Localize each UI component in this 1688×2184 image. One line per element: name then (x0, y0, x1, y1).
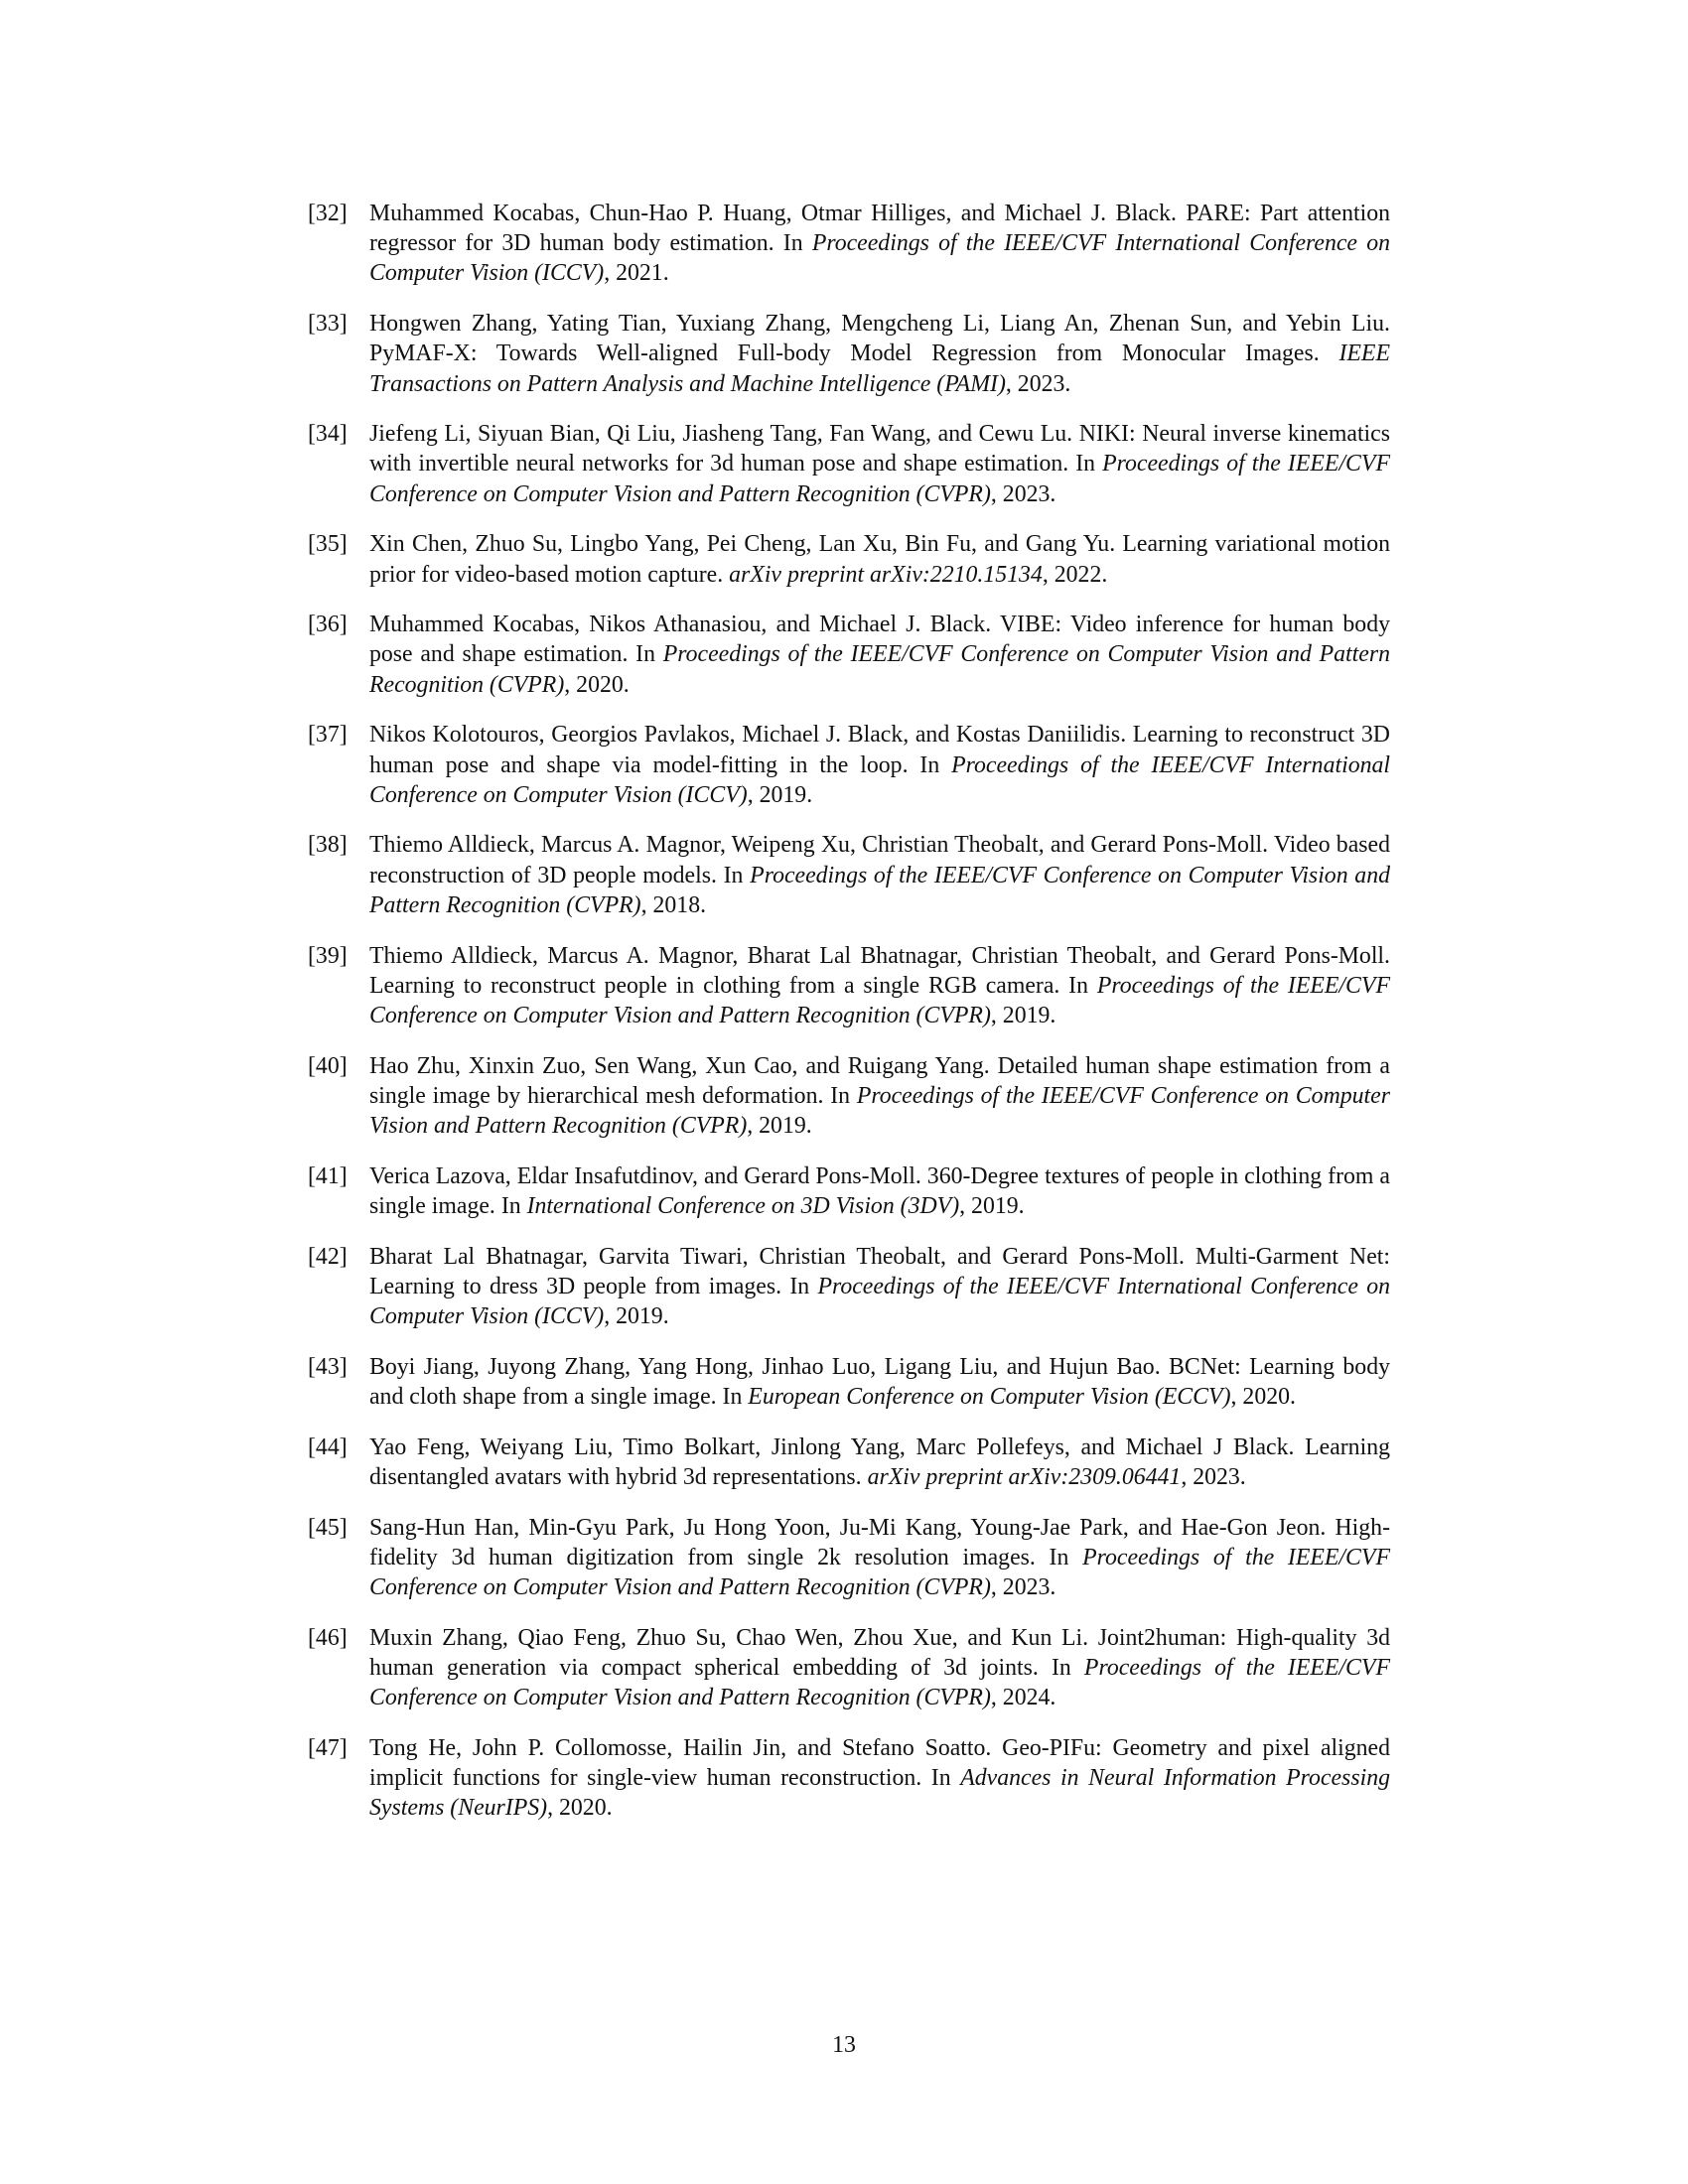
reference-number: [33] (308, 311, 348, 338)
reference-venue: European Conference on Computer Vision (ECCV) (748, 1384, 1231, 1410)
reference-venue: arXiv preprint arXiv:2309.06441 (867, 1463, 1182, 1490)
reference-year: , 2019. (604, 1303, 669, 1330)
reference-authors-title: Thiemo Alldieck, Marcus A. Magnor, Weipeng Xu, Christian Theobalt, and Gerard Pons-Moll. Video based reconstruction of 3D people models. In (369, 832, 1390, 888)
reference-year: , 2023. (1005, 370, 1071, 397)
reference-entry (308, 941, 1390, 1031)
reference-number: [36] (308, 612, 348, 638)
reference-entry (308, 1433, 1390, 1492)
reference-number: [46] (308, 1624, 348, 1651)
reference-year: , 2022. (1042, 561, 1108, 588)
reference-year: , 2023. (1181, 1463, 1246, 1490)
reference-authors-title: Muhammed Kocabas, Nikos Athanasiou, and Michael J. Black. VIBE: Video inference for human body pose and shape estimation. In (369, 612, 1390, 668)
reference-venue: Advances in Neural Information Processing Systems (NeurIPS) (369, 1765, 1390, 1822)
reference-authors-title: Yao Feng, Weiyang Liu, Timo Bolkart, Jinlong Yang, Marc Pollefeys, and Michael J Black. Learning disentangled avatars with hybrid 3d representations. (369, 1433, 1390, 1490)
reference-entry (308, 1623, 1390, 1713)
reference-number: [45] (308, 1514, 348, 1541)
reference-text (369, 311, 1390, 396)
reference-text (369, 421, 1390, 506)
reference-authors-title: Muhammed Kocabas, Chun-Hao P. Huang, Otmar Hilliges, and Michael J. Black. PARE: Part attention regressor for 3D human body estimation. In (369, 201, 1390, 257)
reference-text (369, 722, 1390, 807)
reference-authors-title: Thiemo Alldieck, Marcus A. Magnor, Bharat Lal Bhatnagar, Christian Theobalt, and Gerard Pons-Moll. Learning to reconstruct people in clothing from a single RGB camera. In (369, 942, 1390, 999)
reference-text (369, 201, 1390, 286)
reference-text (369, 1434, 1390, 1490)
reference-text (369, 1163, 1390, 1219)
reference-text (369, 1354, 1390, 1410)
reference-venue: Proceedings of the IEEE/CVF International Conference on Computer Vision (ICCV) (369, 230, 1391, 287)
reference-venue: Proceedings of the IEEE/CVF Conference on Computer Vision and Pattern Recognition (CVPR) (369, 862, 1390, 918)
reference-venue: Proceedings of the IEEE/CVF Conference on Computer Vision and Pattern Recognition (CVPR) (369, 641, 1390, 698)
reference-authors-title: Jiefeng Li, Siyuan Bian, Qi Liu, Jiasheng Tang, Fan Wang, and Cewu Lu. NIKI: Neural inverse kinematics with invertible neural networks for 3d human pose and shape estimation. In (369, 421, 1390, 478)
reference-number: [34] (308, 421, 348, 448)
reference-entry (308, 1242, 1390, 1332)
reference-entry (308, 1352, 1390, 1412)
reference-number: [42] (308, 1243, 348, 1270)
reference-authors-title: Verica Lazova, Eldar Insafutdinov, and Gerard Pons-Moll. 360-Degree textures of people in clothing from a single image. In (369, 1162, 1390, 1219)
reference-venue: Proceedings of the IEEE/CVF International Conference on Computer Vision (ICCV) (369, 751, 1390, 808)
reference-number: [44] (308, 1433, 348, 1460)
reference-entry (308, 199, 1390, 289)
reference-authors-title: Hao Zhu, Xinxin Zuo, Sen Wang, Xun Cao, and Ruigang Yang. Detailed human shape estimation from a single image by hierarchical mesh deformation. In (369, 1052, 1390, 1109)
reference-text (369, 531, 1390, 587)
reference-year: , 2023. (990, 1574, 1056, 1601)
reference-year: , 2019. (959, 1192, 1025, 1219)
reference-text (369, 1515, 1390, 1600)
reference-year: , 2021. (604, 260, 669, 287)
reference-text (369, 1244, 1390, 1329)
reference-text (369, 1735, 1390, 1821)
reference-year: , 2020. (547, 1795, 613, 1822)
reference-venue: International Conference on 3D Vision (3DV) (526, 1192, 960, 1219)
reference-year: , 2023. (990, 480, 1056, 507)
reference-authors-title: Xin Chen, Zhuo Su, Lingbo Yang, Pei Cheng, Lan Xu, Bin Fu, and Gang Yu. Learning variational motion prior for video-based motion capture. (369, 531, 1390, 588)
reference-authors-title: Muxin Zhang, Qiao Feng, Zhuo Su, Chao Wen, Zhou Xue, and Kun Li. Joint2human: High-quality 3d human generation via compact spherical embedding of 3d joints. In (369, 1624, 1390, 1681)
reference-venue: Proceedings of the IEEE/CVF Conference on Computer Vision and Pattern Recognition (CVPR) (369, 1654, 1390, 1711)
reference-venue: Proceedings of the IEEE/CVF Conference on Computer Vision and Pattern Recognition (CVPR) (369, 1082, 1390, 1140)
reference-number: [32] (308, 201, 348, 226)
reference-entry (308, 830, 1390, 920)
reference-authors-title: Tong He, John P. Collomosse, Hailin Jin, and Stefano Soatto. Geo-PIFu: Geometry and pixel aligned implicit functions for single-view human reconstruction. In (369, 1734, 1390, 1792)
reference-text (369, 612, 1390, 697)
reference-number: [47] (308, 1734, 348, 1761)
reference-authors-title: Bharat Lal Bhatnagar, Garvita Tiwari, Christian Theobalt, and Gerard Pons-Moll. Multi-Garment Net: Learning to dress 3D people from images. In (369, 1243, 1390, 1299)
reference-venue: Proceedings of the IEEE/CVF Conference on Computer Vision and Pattern Recognition (CVPR) (369, 1544, 1390, 1601)
reference-venue: Proceedings of the IEEE/CVF International Conference on Computer Vision (ICCV) (369, 1273, 1390, 1330)
reference-number: [35] (308, 531, 348, 558)
reference-entry (308, 720, 1390, 810)
reference-year: , 2024. (990, 1685, 1056, 1711)
reference-entry (308, 309, 1390, 399)
reference-year: , 2020. (1230, 1384, 1296, 1410)
reference-entry (308, 419, 1390, 509)
reference-year: , 2020. (564, 671, 630, 698)
reference-text (369, 1053, 1390, 1139)
reference-number: [39] (308, 942, 348, 969)
reference-venue: Proceedings of the IEEE/CVF Conference on Computer Vision and Pattern Recognition (CVPR) (369, 451, 1390, 507)
reference-year: , 2019. (990, 1002, 1056, 1028)
reference-number: [43] (308, 1353, 348, 1380)
page-number: 13 (832, 2032, 856, 2058)
reference-text (369, 832, 1390, 917)
reference-number: [37] (308, 722, 348, 749)
reference-entry (308, 610, 1390, 700)
reference-number: [40] (308, 1052, 348, 1079)
reference-year: , 2019. (747, 1113, 812, 1140)
reference-authors-title: Sang-Hun Han, Min-Gyu Park, Ju Hong Yoon, Ju-Mi Kang, Young-Jae Park, and Hae-Gon Jeon. High-fidelity 3d human digitization from single 2k resolution images. In (369, 1514, 1390, 1570)
reference-authors-title: Boyi Jiang, Juyong Zhang, Yang Hong, Jinhao Luo, Ligang Liu, and Hujun Bao. BCNet: Learning body and cloth shape from a single image. In (369, 1353, 1390, 1410)
reference-entry (308, 529, 1390, 589)
reference-authors-title: Hongwen Zhang, Yating Tian, Yuxiang Zhang, Mengcheng Li, Liang An, Zhenan Sun, and Yebin Liu. PyMAF-X: Towards Well-aligned Full-body Model Regression from Monocular Images. (369, 311, 1390, 367)
reference-number: [38] (308, 832, 348, 859)
reference-list (308, 199, 1390, 1843)
reference-venue: arXiv preprint arXiv:2210.15134 (729, 561, 1043, 588)
reference-year: , 2019. (747, 781, 813, 808)
reference-venue: Proceedings of the IEEE/CVF Conference on Computer Vision and Pattern Recognition (CVPR) (369, 972, 1390, 1028)
reference-entry (308, 1161, 1390, 1221)
reference-text (369, 943, 1390, 1028)
reference-venue: IEEE Transactions on Pattern Analysis and Machine Intelligence (PAMI) (369, 341, 1390, 397)
reference-entry (308, 1051, 1390, 1142)
reference-entry (308, 1513, 1390, 1603)
reference-text (369, 1625, 1390, 1710)
reference-year: , 2018. (640, 891, 707, 918)
reference-number: [41] (308, 1162, 348, 1189)
reference-authors-title: Nikos Kolotouros, Georgios Pavlakos, Michael J. Black, and Kostas Daniilidis. Learning to reconstruct 3D human pose and shape via model-fitting in the loop. In (369, 722, 1390, 778)
reference-entry (308, 1733, 1390, 1824)
